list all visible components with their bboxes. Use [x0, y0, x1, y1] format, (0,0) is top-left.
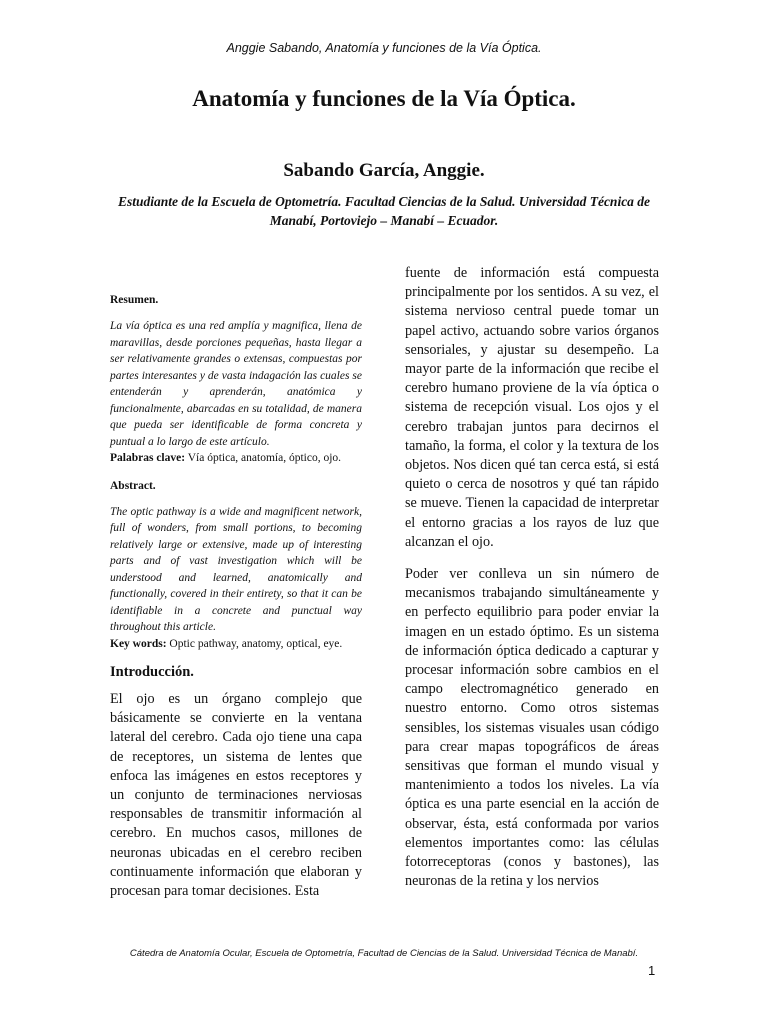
palabras-clave-values: Vía óptica, anatomía, óptico, ojo. — [187, 452, 342, 464]
palabras-clave-label: Palabras clave: — [110, 452, 186, 464]
introduccion-heading: Introducción. — [110, 664, 194, 680]
introduccion-paragraph-2: Poder ver conlleva un sin número de mecanismos trabajando simultáneamente y en perfecto equilibrio para poder enviar la imagen en un estado óptimo. Es un sistema de información óptica dedicado a capturar y procesar información sobre cambios en el campo electromagnético generado en nuestro entorno. Como otros sistemas sensibles, los sistemas visuales usan código para crear mapas topográficos de áreas sensitivas que forman el mundo visual y mantenimiento a todos los niveles. La vía óptica es una parte esencial en la acción de observar, ésta, está conformada por varios elementos importantes como: las células fotorreceptoras (conos y bastones), las neuronas de la retina y los nervios — [405, 566, 659, 890]
key-words-label: Key words: — [110, 637, 167, 650]
abstract-text: The optic pathway is a wide and magnificent network, full of wonders, from small portions, to becoming relatively large or extensive, made up of interesting parts and of vast investigation which will be understood and learned, anatomically and functionally, covered in their entirety, so that it can be identifiable in a concrete and punctual way throughout this article. — [110, 505, 362, 633]
left-column — [110, 292, 362, 901]
author-affiliation: Estudiante de la Escuela de Optometría. Facultad Ciencias de la Salud. Universidad Técnica de Manabí, Portoviejo – Manabí – Ecuador. — [117, 194, 651, 228]
right-column — [405, 264, 659, 892]
running-header: Anggie Sabando, Anatomía y funciones de la Vía Óptica. — [226, 41, 542, 55]
introduccion-paragraph-1-right: fuente de información está compuesta principalmente por los sentidos. A su vez, el sistema nervioso central puede tomar un papel activo, actuando sobre varios órganos sensoriales, y ajustar su desempeño. La mayor parte de la información que recibe el cerebro humano proviene de la vía óptica o sistema de recepción visual. Los ojos y el cerebro trabajan juntos para decirnos el tamaño, la forma, el color y la textura de los objetos. Nos dicen qué tan cerca está, si está quieto o cerca de nosotros y qué tan rápido se mueve. Tienen la capacidad de interpretar el entorno gracias a los rayos de luz que alcanzan el ojo. — [405, 265, 659, 550]
resumen-heading: Resumen. — [110, 294, 159, 306]
page-footer: Cátedra de Anatomía Ocular, Escuela de Optometría, Facultad de Ciencias de la Salud. Universidad Técnica de Manabí. — [129, 948, 639, 959]
introduccion-paragraph-1-left: El ojo es un órgano complejo que básicamente se convierte en la ventana lateral del cerebro. Cada ojo tiene una capa de receptores, un sistema de lentes que enfoca las imágenes en estos receptores y un conjunto de terminaciones nerviosas responsables de transmitir información al cerebro. En muchos casos, millones de neuronas ubicadas en el cerebro reciben continuamente información que elaboran y procesan para tomar decisiones. Esta — [110, 691, 362, 900]
key-words-values: Optic pathway, anatomy, optical, eye. — [169, 637, 343, 650]
author-name: Sabando García, Anggie. — [283, 160, 485, 181]
resumen-text: La vía óptica es una red amplía y magnifica, llena de maravillas, desde porciones pequeñas, hasta llegar a ser relativamente grandes o extensas, compuestas por partes interesantes y de vasta indagación las cuales se entenderán y aprenderán, anatómica y funcionalmente, abarcadas en su totalidad, de manera que pueda ser identificable de forma concreta y puntual a lo largo de este artículo. — [110, 320, 362, 448]
abstract-heading: Abstract. — [110, 479, 156, 492]
palabras-clave — [110, 450, 362, 467]
key-words — [110, 636, 362, 653]
paper-title: Anatomía y funciones de la Vía Óptica. — [192, 86, 576, 111]
page-number: 1 — [648, 963, 656, 978]
